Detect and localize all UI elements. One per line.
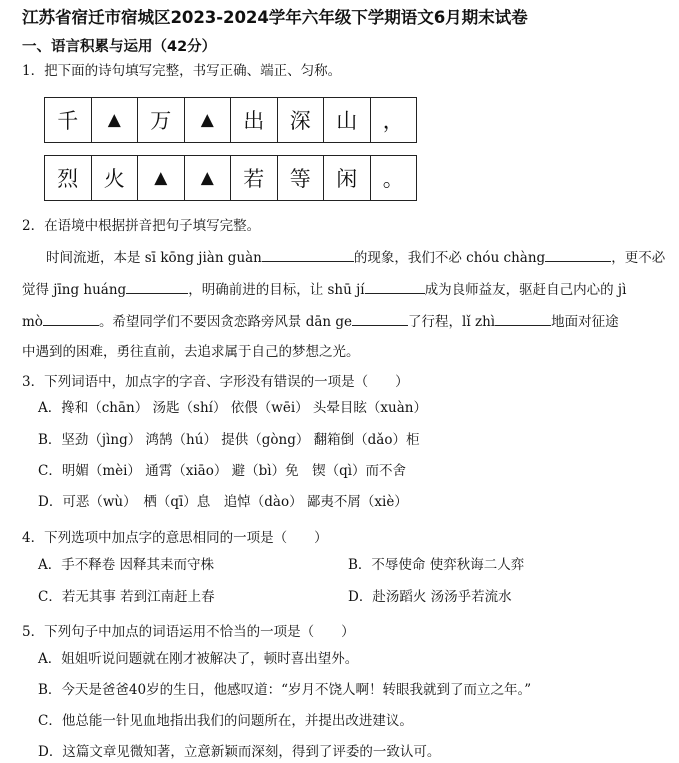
blank-cell-triangle[interactable]: ▲ <box>185 156 232 200</box>
poem-grid-row-1 <box>44 97 417 143</box>
q2-line-2: 觉得 jīng huáng ，明确前进的目标，让 shū jí 成为良师益友，驱赶自己内心的 jì <box>22 282 627 298</box>
answer-blank[interactable] <box>262 248 354 262</box>
q4-option-a[interactable]: A．手不释卷 因释其耒而守株 <box>38 557 215 573</box>
q2-line-1: 时间流逝，本是 sī kōng jiàn guàn 的现象，我们不必 chóu chàng ，更不必 <box>46 250 666 266</box>
poem-char-cell: 若 <box>231 156 278 200</box>
poem-char-cell: 等 <box>278 156 325 200</box>
poem-char-cell: 千 <box>45 98 92 142</box>
poem-char-cell: ， <box>371 98 418 142</box>
q1-stem: 1．把下面的诗句填写完整，书写正确、端正、匀称。 <box>22 63 342 79</box>
exam-title: 江苏省宿迁市宿城区2023-2024学年六年级下学期语文6月期末试卷 <box>22 8 528 27</box>
answer-blank[interactable] <box>43 312 99 326</box>
q5-option-b[interactable]: B．今天是爸爸40岁的生日，他感叹道：“岁月不饶人啊！转眼我就到了而立之年。” <box>38 682 532 698</box>
q2-line-4: 中遇到的困难，勇往直前，去追求属于自己的梦想之光。 <box>22 344 360 360</box>
answer-blank[interactable] <box>126 280 188 294</box>
poem-char-cell: 。 <box>371 156 418 200</box>
poem-char-cell: 万 <box>138 98 185 142</box>
poem-char-cell: 出 <box>231 98 278 142</box>
q5-option-c[interactable]: C．他总能一针见血地指出我们的问题所在，并提出改进建议。 <box>38 713 413 729</box>
q5-option-a[interactable]: A．姐姐听说问题就在刚才被解决了，顿时喜出望外。 <box>38 651 359 667</box>
q3-option-b[interactable]: B．坚劲（jìng） 鸿鹄（hú） 提供（gòng） 翻箱倒（dǎo）柜 <box>38 432 420 448</box>
poem-char-cell: 烈 <box>45 156 92 200</box>
q4-option-c[interactable]: C．若无其事 若到江南赶上春 <box>38 589 215 605</box>
q3-option-d[interactable]: D．可恶（wù） 栖（qī）息 追悼（dào） 鄙夷不屑（xiè） <box>38 494 408 510</box>
section-heading: 一、语言积累与运用（42分） <box>22 39 217 55</box>
q3-stem: 3．下列词语中，加点字的字音、字形没有错误的一项是（ ） <box>22 374 409 390</box>
q3-option-c[interactable]: C．明媚（mèi） 通霄（xiāo） 避（bì）免 锲（qì）而不舍 <box>38 463 407 479</box>
q3-option-a[interactable]: A．搀和（chān） 汤匙（shí） 依偎（wēi） 头晕目眩（xuàn） <box>38 400 427 416</box>
q5-stem: 5．下列句子中加点的词语运用不恰当的一项是（ ） <box>22 624 355 640</box>
answer-blank[interactable] <box>545 248 611 262</box>
answer-blank[interactable] <box>365 280 425 294</box>
answer-blank[interactable] <box>495 312 551 326</box>
poem-char-cell: 火 <box>92 156 139 200</box>
poem-char-cell: 闲 <box>324 156 371 200</box>
blank-cell-triangle[interactable]: ▲ <box>92 98 139 142</box>
poem-char-cell: 深 <box>278 98 325 142</box>
answer-blank[interactable] <box>352 312 408 326</box>
q5-option-d[interactable]: D．这篇文章见微知著，立意新颖而深刻，得到了评委的一致认可。 <box>38 744 441 760</box>
q4-option-b[interactable]: B．不辱使命 使弈秋诲二人弈 <box>348 557 525 573</box>
q4-stem: 4．下列选项中加点字的意思相同的一项是（ ） <box>22 530 328 546</box>
poem-char-cell: 山 <box>324 98 371 142</box>
blank-cell-triangle[interactable]: ▲ <box>185 98 232 142</box>
blank-cell-triangle[interactable]: ▲ <box>138 156 185 200</box>
q2-line-3: mò 。希望同学们不要因贪恋路旁风景 dān ge 了行程，lǐ zhì 地面对征途 <box>22 314 619 330</box>
poem-grid-row-2 <box>44 155 417 201</box>
q2-stem: 2．在语境中根据拼音把句子填写完整。 <box>22 218 261 234</box>
q4-option-d[interactable]: D．赴汤蹈火 汤汤乎若流水 <box>348 589 512 605</box>
